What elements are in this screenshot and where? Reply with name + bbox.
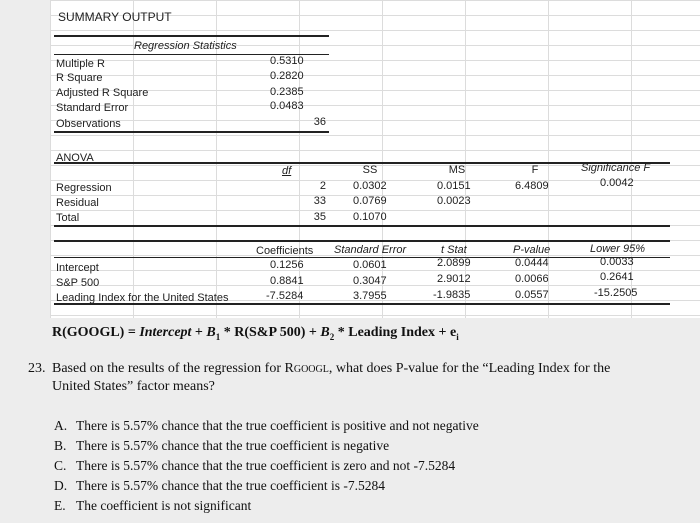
anova-df: 35	[313, 211, 326, 223]
regression-equation	[52, 325, 459, 342]
coef-lower95: -15.2505	[594, 287, 638, 299]
anova-header-ms: MS	[448, 164, 466, 176]
stat-label: R Square	[56, 72, 103, 84]
question-line1-b: , what does P-value for the “Leading Index for the	[328, 361, 611, 376]
equation-e-sub: i	[456, 331, 459, 342]
coef-value: -7.5284	[266, 290, 304, 302]
option-text: There is 5.57% chance that the true coefficient is -7.5284	[76, 478, 386, 493]
coef-header-lower95: Lower 95%	[590, 243, 646, 255]
option-letter: A.	[54, 418, 68, 433]
anova-title: ANOVA	[56, 152, 94, 164]
equation-b1: B	[206, 325, 216, 340]
coef-lower95: 0.2641	[600, 271, 634, 283]
stat-value: 0.2820	[270, 70, 304, 82]
equation-mid2: * Leading Index + e	[334, 325, 457, 340]
coef-row-label: S&P 500	[56, 277, 100, 289]
question-line1-a: Based on the results of the regression for R	[52, 361, 294, 376]
stat-label: Observations	[56, 118, 121, 130]
stat-label: Standard Error	[56, 102, 129, 114]
coef-se: 0.3047	[353, 275, 387, 287]
anova-ss: 0.0769	[353, 195, 387, 207]
question-line1-sub: GOOGL	[293, 364, 329, 375]
anova-row-label: Residual	[56, 197, 99, 209]
regression-stats-header: Regression Statistics	[134, 40, 237, 52]
option-text: There is 5.57% chance that the true coefficient is positive and not negative	[76, 418, 479, 433]
coef-se: 3.7955	[353, 290, 387, 302]
option-b[interactable]	[54, 437, 389, 454]
coef-row-label: Intercept	[56, 262, 99, 274]
coef-top-rule	[54, 240, 670, 242]
equation-plus: +	[191, 325, 207, 340]
coef-header-p-value: P-value	[513, 244, 551, 256]
option-letter: C.	[54, 458, 67, 473]
question-number: 23.	[28, 361, 46, 376]
regression-output-sheet	[50, 0, 700, 318]
anova-ss: 0.1070	[353, 211, 387, 223]
equation-b2-sub: 2	[329, 331, 335, 342]
anova-header-sigf: Significance F	[581, 162, 651, 174]
coef-header-rule	[54, 257, 670, 258]
coef-header-t-stat: t Stat	[441, 244, 467, 256]
coef-p-value: 0.0557	[515, 289, 549, 301]
anova-header-f: F	[531, 164, 539, 176]
stat-label: Adjusted R Square	[56, 87, 149, 99]
stat-value: 0.0483	[270, 100, 304, 112]
question-text	[52, 360, 610, 378]
coef-t-stat: -1.9835	[433, 289, 471, 301]
option-e[interactable]	[54, 497, 251, 514]
equation-mid1: * R(S&P 500) +	[220, 325, 321, 340]
coef-p-value: 0.0444	[515, 257, 549, 269]
coef-t-stat: 2.9012	[437, 273, 471, 285]
coef-header-coefficients: Coefficients	[256, 245, 314, 257]
anova-row-label: Total	[56, 212, 80, 224]
anova-ms: 0.0023	[437, 195, 471, 207]
summary-title: SUMMARY OUTPUT	[58, 10, 172, 24]
option-letter: D.	[54, 478, 68, 493]
equation-b2: B	[320, 325, 330, 340]
coef-value: 0.1256	[270, 259, 304, 271]
coef-header-std-error: Standard Error	[334, 244, 407, 256]
equation-lhs: R(GOOGL) =	[52, 325, 140, 340]
option-c[interactable]	[54, 457, 455, 474]
anova-df: 2	[319, 180, 326, 192]
question-line2: United States” factor means?	[52, 379, 215, 394]
option-a[interactable]	[54, 417, 479, 434]
coef-se: 0.0601	[353, 259, 387, 271]
option-text: There is 5.57% chance that the true coefficient is negative	[76, 438, 390, 453]
coef-value: 0.8841	[270, 275, 304, 287]
coef-p-value: 0.0066	[515, 273, 549, 285]
option-letter: B.	[54, 438, 67, 453]
stats-bottom-rule	[54, 131, 329, 133]
option-letter: E.	[54, 498, 66, 513]
coef-bottom-rule	[54, 303, 670, 305]
coef-row-label: Leading Index for the United States	[56, 292, 229, 304]
coef-lower95: 0.0033	[600, 256, 634, 268]
option-d[interactable]	[54, 477, 385, 494]
anova-bottom-rule	[54, 225, 670, 227]
anova-header-ss: SS	[362, 164, 378, 176]
anova-f: 6.4809	[515, 180, 549, 192]
coef-t-stat: 2.0899	[437, 257, 471, 269]
anova-df: 33	[313, 195, 326, 207]
anova-header-df: df	[282, 165, 292, 177]
stat-value: 36	[313, 116, 326, 128]
stat-label: Multiple R	[56, 58, 105, 70]
stats-top-rule	[54, 35, 329, 37]
anova-ss: 0.0302	[353, 180, 387, 192]
anova-row-label: Regression	[56, 182, 112, 194]
equation-b1-sub: 1	[215, 331, 221, 342]
equation-intercept: Intercept	[139, 325, 192, 340]
anova-sigf: 0.0042	[600, 177, 634, 189]
option-text: The coefficient is not significant	[76, 498, 252, 513]
option-text: There is 5.57% chance that the true coefficient is zero and not -7.5284	[76, 458, 456, 473]
stat-value: 0.5310	[270, 55, 304, 67]
anova-ms: 0.0151	[437, 180, 471, 192]
stat-value: 0.2385	[270, 86, 304, 98]
